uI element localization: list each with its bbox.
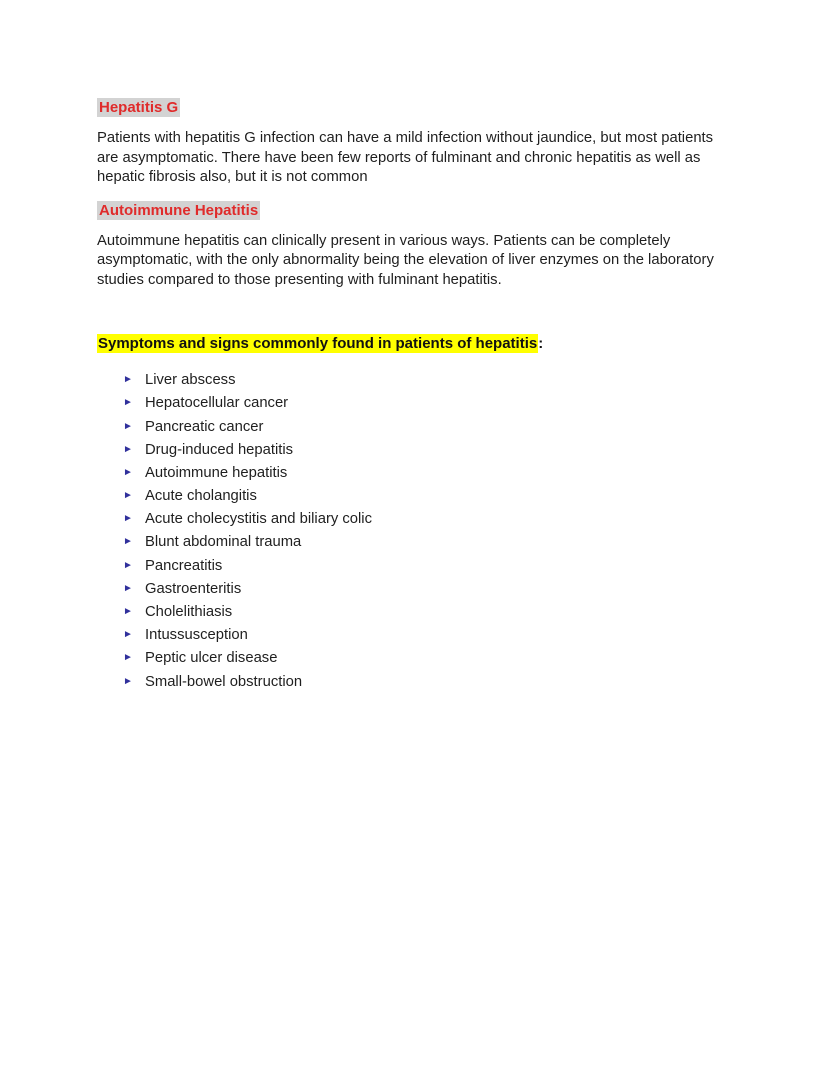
list-item-text: Hepatocellular cancer: [145, 395, 289, 412]
paragraph-hepatitis-g: Patients with hepatitis G infection can have a mild infection without jaundice, but most patients are asymptomatic. There have been few reports of fulminant and chronic hepatitis as well as hepatic fibrosis also, but it is not common: [97, 130, 714, 186]
list-item-text: Blunt abdominal trauma: [145, 534, 302, 551]
paragraph-autoimmune: Autoimmune hepatitis can clinically present in various ways. Patients can be completely asymptomatic, with the only abnormality being the elevation of liver enzymes on the laboratory studies compared to those presenting with fulminant hepatitis.: [97, 232, 714, 288]
arrow-bullet-icon: ►: [123, 582, 133, 594]
arrow-bullet-icon: ►: [123, 443, 133, 455]
heading-symptoms-highlighted-text: Symptoms and signs commonly found in patients of hepatitis: [98, 334, 538, 352]
arrow-bullet-icon: ►: [123, 675, 133, 687]
list-item: [123, 670, 731, 693]
list-item: [123, 624, 731, 647]
list-item: [123, 554, 731, 577]
heading-hepatitis-g: [97, 98, 731, 117]
arrow-bullet-icon: ►: [123, 606, 133, 618]
list-item: [123, 461, 731, 484]
heading-autoimmune: [97, 201, 731, 220]
list-item: [123, 647, 731, 670]
list-item-text: Small-bowel obstruction: [145, 673, 303, 690]
list-item: [123, 600, 731, 623]
list-item: [123, 485, 731, 508]
list-item-text: Acute cholangitis: [145, 488, 257, 505]
arrow-bullet-icon: ►: [123, 374, 133, 386]
list-item-text: Pancreatitis: [145, 557, 223, 574]
heading-autoimmune-text: Autoimmune Hepatitis: [99, 201, 259, 219]
arrow-bullet-icon: ►: [123, 652, 133, 664]
heading-symptoms: [97, 334, 731, 353]
list-item: [123, 531, 731, 554]
list-item: [123, 438, 731, 461]
heading-symptoms-colon: :: [538, 334, 544, 352]
arrow-bullet-icon: ►: [123, 420, 133, 432]
list-item-text: Pancreatic cancer: [145, 418, 264, 435]
list-item-text: Peptic ulcer disease: [145, 650, 278, 667]
arrow-bullet-icon: ►: [123, 490, 133, 502]
arrow-bullet-icon: ►: [123, 397, 133, 409]
list-item: [123, 369, 731, 392]
arrow-bullet-icon: ►: [123, 513, 133, 525]
list-item-text: Autoimmune hepatitis: [145, 464, 288, 481]
arrow-bullet-icon: ►: [123, 559, 133, 571]
list-item-text: Liver abscess: [145, 372, 236, 389]
heading-hepatitis-g-text: Hepatitis G: [99, 99, 179, 116]
list-item-text: Cholelithiasis: [145, 604, 233, 621]
list-item: [123, 577, 731, 600]
arrow-bullet-icon: ►: [123, 466, 133, 478]
arrow-bullet-icon: ►: [123, 536, 133, 548]
list-item: [123, 392, 731, 415]
list-item-text: Gastroenteritis: [145, 580, 242, 597]
list-item: [123, 415, 731, 438]
list-item-text: Intussusception: [145, 627, 248, 644]
list-item: [123, 508, 731, 531]
symptoms-list: [97, 369, 731, 694]
arrow-bullet-icon: ►: [123, 629, 133, 641]
list-item-text: Drug-induced hepatitis: [145, 441, 294, 458]
list-item-text: Acute cholecystitis and biliary colic: [145, 511, 372, 528]
